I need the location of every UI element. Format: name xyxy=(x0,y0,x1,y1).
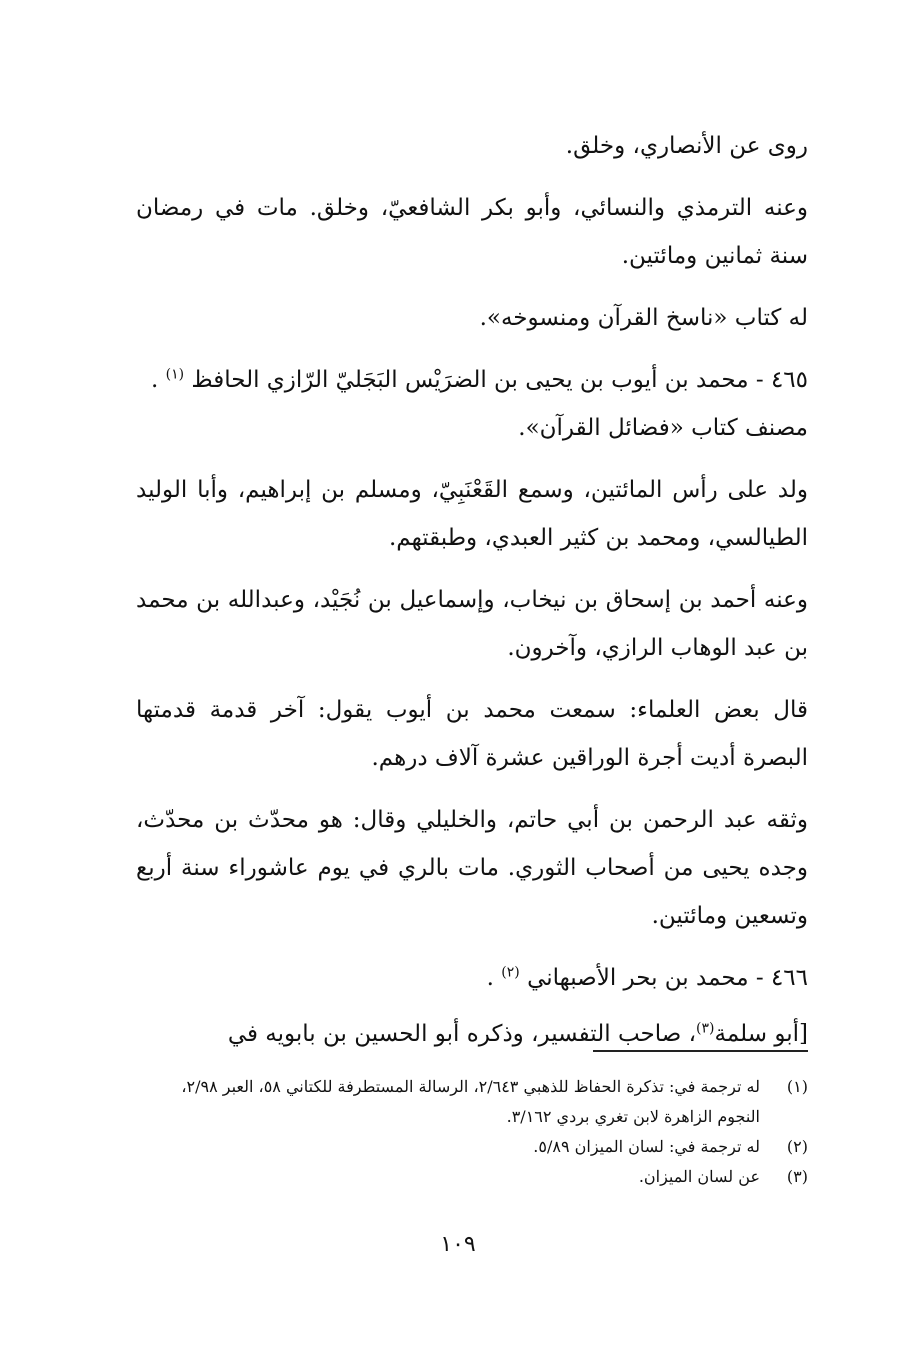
main-text-block xyxy=(136,122,808,1058)
paragraph xyxy=(136,466,808,562)
paragraph xyxy=(136,294,808,342)
footnote-marker: (٢) xyxy=(501,964,520,981)
paragraph-text: قال بعض العلماء: سمعت محمد بن أيوب يقول: آخر قدمة قدمتها البصرة أديت أجرة الوراقين عشرة آلاف درهم. xyxy=(136,697,808,771)
footnote-number: (٣) xyxy=(786,1167,808,1186)
paragraph-text: ولد على رأس المائتين، وسمع القَعْنَبِيّ، ومسلم بن إبراهيم، وأبا الوليد الطيالسي، ومحمد بن كثير العبدي، وطبقتهم. xyxy=(136,477,808,551)
footnote xyxy=(136,1162,808,1192)
entry-heading-text: ٤٦٦ - محمد بن بحر الأصبهاني xyxy=(527,965,808,991)
paragraph-text: له كتاب «ناسخ القرآن ومنسوخه». xyxy=(479,305,808,331)
entry-heading-466 xyxy=(136,954,808,1002)
footnote-text: عن لسان الميزان. xyxy=(638,1167,760,1186)
footnote-separator xyxy=(593,1050,808,1052)
paragraph xyxy=(136,404,808,452)
page-number: ١٠٩ xyxy=(440,1232,476,1257)
footnote-text: له ترجمة في: تذكرة الحفاظ للذهبي ٢/٦٤٣، الرسالة المستطرفة للكتاني ٥٨، العبر ٢/٩٨، النجوم الزاهرة لابن تغري بردي ٣/١٦٢. xyxy=(181,1077,760,1126)
footnote-text: له ترجمة في: لسان الميزان ٥/٨٩. xyxy=(533,1137,760,1156)
paragraph xyxy=(136,686,808,782)
end-dot: . xyxy=(150,367,159,393)
paragraph-text: وعنه أحمد بن إسحاق بن نيخاب، وإسماعيل بن نُجَيْد، وعبدالله بن محمد بن عبد الوهاب الرازي، وآخرون. xyxy=(136,587,808,661)
paragraph-text: ، صاحب التفسير، وذكره أبو الحسين بن بابويه في xyxy=(227,1021,697,1047)
footnote-number: (٢) xyxy=(786,1137,808,1156)
footnotes-block xyxy=(136,1072,808,1192)
paragraph-text: مصنف كتاب «فضائل القرآن». xyxy=(518,415,808,441)
paragraph-text: وثقه عبد الرحمن بن أبي حاتم، والخليلي وقال: هو محدّث بن محدّث، وجده يحيى من أصحاب الثوري. مات بالري في يوم عاشوراء سنة أربع وتسعين ومائتين. xyxy=(136,807,808,929)
entry-heading-465 xyxy=(136,356,808,404)
paragraph xyxy=(136,576,808,672)
paragraph-text: [أبو سلمة xyxy=(714,1021,808,1047)
paragraph xyxy=(136,122,808,170)
footnote-marker: (١) xyxy=(165,366,185,383)
footnote-number: (١) xyxy=(786,1077,808,1096)
paragraph-text: وعنه الترمذي والنسائي، وأبو بكر الشافعيّ، وخلق. مات في رمضان سنة ثمانين ومائتين. xyxy=(136,195,808,269)
footnote xyxy=(136,1072,808,1132)
paragraph xyxy=(136,184,808,280)
footnote xyxy=(136,1132,808,1162)
paragraph xyxy=(136,796,808,940)
paragraph-text: روى عن الأنصاري، وخلق. xyxy=(565,133,808,159)
end-dot: . xyxy=(486,965,494,991)
footnote-marker: (٣) xyxy=(696,1020,715,1037)
entry-heading-text: ٤٦٥ - محمد بن أيوب بن يحيى بن الضرَيْس البَجَليّ الرّازي الحافظ xyxy=(191,367,808,393)
